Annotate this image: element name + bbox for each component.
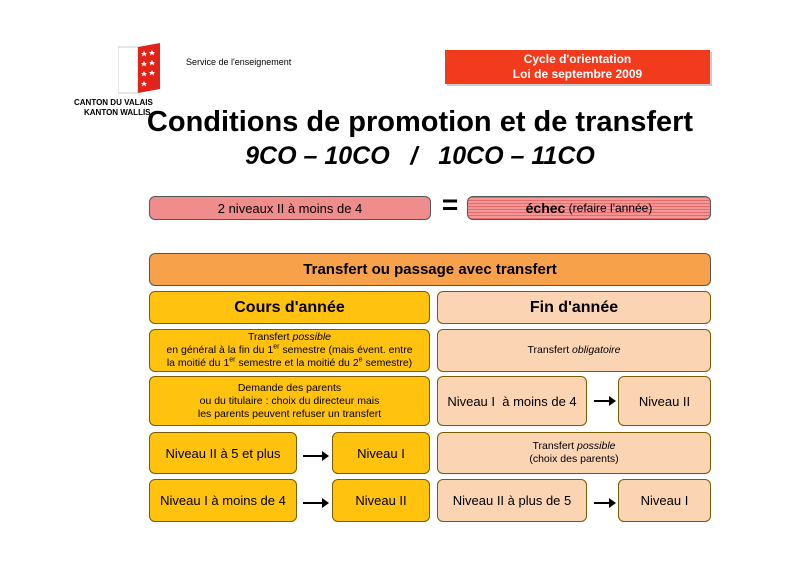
right-obligatory-b: obligatoire: [572, 344, 621, 356]
col-header-cours: [149, 291, 430, 324]
col-header-fin-text: Fin d'année: [529, 298, 619, 316]
left-possible-line-3: [167, 357, 412, 370]
right-row2-to: [618, 376, 711, 426]
badge-line-2: Loi de septembre 2009: [512, 67, 643, 81]
left-row3-arrow: [303, 455, 323, 457]
failure-result-box: [467, 196, 711, 220]
transfer-heading: Transfert ou passage avec transfert: [303, 261, 557, 278]
left-possible-box: [149, 329, 430, 372]
right-possible-box: [437, 432, 711, 474]
left-row4-to-text: Niveau II: [355, 493, 407, 508]
equals-sign: =: [441, 189, 459, 220]
col-header-fin: [437, 291, 711, 324]
left-row3-to: [332, 432, 430, 474]
left-possible-line-1: [248, 331, 331, 344]
left-row4-to: [332, 479, 430, 522]
right-row2-arrow: [594, 400, 610, 402]
left-request-line-1: Demande des parents: [237, 381, 342, 394]
left-request-line-3: les parents peuvent refuser un transfert: [197, 407, 382, 420]
logo-line-1: CANTON DU VALAIS: [74, 98, 153, 107]
left-request-line-2: ou du titulaire : choix du directeur mais: [199, 394, 380, 407]
left-row3-to-text: Niveau I: [357, 445, 405, 461]
service-label: Service de l'enseignement: [186, 57, 292, 67]
left-row3-from: [149, 432, 297, 474]
page-title: Conditions de promotion et de transfert: [146, 106, 694, 138]
left-row3-from-text: Niveau II à 5 et plus: [165, 445, 281, 461]
failure-result-bold: échec: [525, 200, 566, 216]
left-possible-l2sup: er: [273, 343, 280, 351]
right-obligatory-text: [528, 344, 621, 357]
badge-line-1: Cycle d'orientation: [523, 52, 632, 66]
right-row4-from-text: Niveau II à plus de 5: [452, 493, 572, 508]
right-possible-line-1: [532, 440, 615, 453]
left-possible-l3c: semestre): [362, 357, 413, 369]
col-header-cours-text: Cours d'année: [234, 298, 345, 316]
failure-condition-text: 2 niveaux II à moins de 4: [217, 200, 363, 216]
right-possible-l1b: possible: [577, 440, 616, 452]
logo-line-2: KANTON WALLIS: [84, 108, 151, 117]
left-possible-line-2: [166, 344, 412, 357]
right-possible-line-2: (choix des parents): [529, 453, 619, 465]
right-row2-from-text: Niveau I à moins de 4: [447, 393, 577, 409]
right-row2-from: [437, 376, 587, 426]
left-possible-l3sup2: e: [358, 356, 363, 364]
cycle-badge: [445, 50, 710, 84]
right-row4-to: [618, 479, 711, 522]
left-possible-l3a: la moitié du 1: [166, 357, 230, 369]
left-row4-arrow: [303, 502, 323, 504]
left-possible-l1b: possible: [292, 331, 332, 343]
left-row4-from-text: Niveau I à moins de 4: [160, 493, 286, 508]
right-obligatory-a: Transfert: [527, 344, 573, 356]
left-possible-l2a: en général à la fin du 1: [166, 344, 274, 356]
right-row4-to-text: Niveau I: [640, 493, 689, 508]
left-possible-l1a: Transfert: [247, 331, 293, 343]
canton-logo: [118, 43, 168, 95]
left-possible-l3sup1: er: [229, 356, 236, 364]
failure-result-rest: (refaire l'année): [565, 201, 653, 215]
right-row2-to-text: Niveau II: [638, 393, 691, 409]
right-possible-l1a: Transfert: [532, 440, 577, 452]
canton-shield-icon: [118, 43, 168, 95]
right-obligatory-box: [437, 329, 711, 372]
left-row4-from: [149, 479, 297, 522]
left-possible-l2b: semestre (mais évent. entre: [279, 344, 413, 356]
right-row4-arrow: [594, 502, 610, 504]
failure-condition-box: [149, 196, 431, 220]
right-row4-from: [437, 479, 587, 522]
transfer-heading-box: [149, 253, 711, 286]
left-possible-l3b: semestre et la moitié du 2: [235, 357, 359, 369]
page-subtitle: 9CO – 10CO / 10CO – 11CO: [245, 142, 595, 170]
left-request-box: [149, 376, 430, 426]
